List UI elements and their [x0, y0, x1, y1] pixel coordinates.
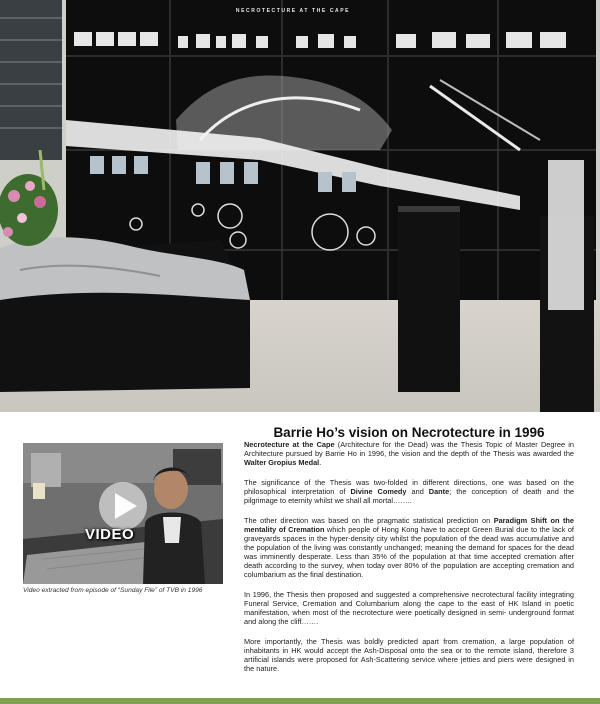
emphasis-text: Dante — [428, 486, 450, 496]
video-label: VIDEO — [85, 526, 135, 543]
body-text: . — [319, 458, 322, 468]
exhibition-panel-title: NECROTECTURE AT THE CAPE — [235, 8, 351, 14]
body-text: (Architecture for the Dead) was the Thesis Topic of Master Degree in Architecture pursued by Barrie Ho in 1996, the vision and the depth of the Thesis was awarded the — [244, 440, 574, 459]
body-text: The significance of the Thesis was two-folded in different directions, one was based on the philosophical interpretation of — [244, 477, 574, 496]
article-headline: Barrie Ho’s vision on Necrotecture in 1996 — [273, 425, 545, 440]
window-blinds — [0, 0, 62, 160]
body-text: More importantly, the Thesis was boldly predicted apart from cremation, a large population of inhabitants in HK would accept the Ash-Disposal onto the sea or to the remote island, therefore 3 artificial islands were proposed for Ash-Scattering service where jetties and piers were designed in the nature. — [244, 636, 574, 673]
body-text: In 1996, the Thesis then proposed and suggested a comprehensive necrotectural facility integrating Funeral Service, Cremation and Columbarium along the cape to the east of HK Island in poetic manifestation, when most of the necrotecture were poetically designed in semi- underground format and along the cliff……. — [244, 589, 574, 626]
paragraph — [244, 516, 574, 580]
body-text: which people of Hong Kong have to accept Green Burial due to the lack of graveyards spaces in the hyper-density city whilst the population of the dead was accumulative and the population of the living was constantly unchanged; meaning the demand for spaces for the dead was imminently desperate. Less than 35% of the population at that time accepted cremation after death according to the survey, when today over 80% of the population are accepting cremation and columbarium as the final destination. — [244, 524, 574, 580]
emphasis-text: Walter Gropius Medal — [244, 458, 320, 468]
paragraph — [244, 440, 574, 467]
presenter — [154, 469, 188, 509]
emphasis-text: Paradigm Shift on the mentality of Cremation — [244, 515, 574, 534]
emphasis-text: Divine Comedy — [350, 486, 407, 496]
article-body — [244, 440, 574, 683]
video-frame — [23, 443, 223, 584]
emphasis-text: Necrotecture at the Cape — [244, 440, 335, 449]
video-thumbnail[interactable] — [23, 443, 223, 584]
paragraph — [244, 637, 574, 673]
video-caption: Video extracted from episode of “Sunday File” of TVB in 1996 — [23, 587, 203, 594]
paragraph — [244, 590, 574, 626]
body-text: The other direction was based on the pragmatic statistical prediction on — [244, 515, 494, 525]
body-text: and — [406, 486, 429, 496]
body-text: ; the conception of death and the pilgrimage to eternity whilst we shall all mortal…….. — [244, 486, 574, 505]
display-pillar — [398, 206, 460, 392]
bottom-divider — [0, 698, 600, 704]
paragraph — [244, 478, 574, 505]
